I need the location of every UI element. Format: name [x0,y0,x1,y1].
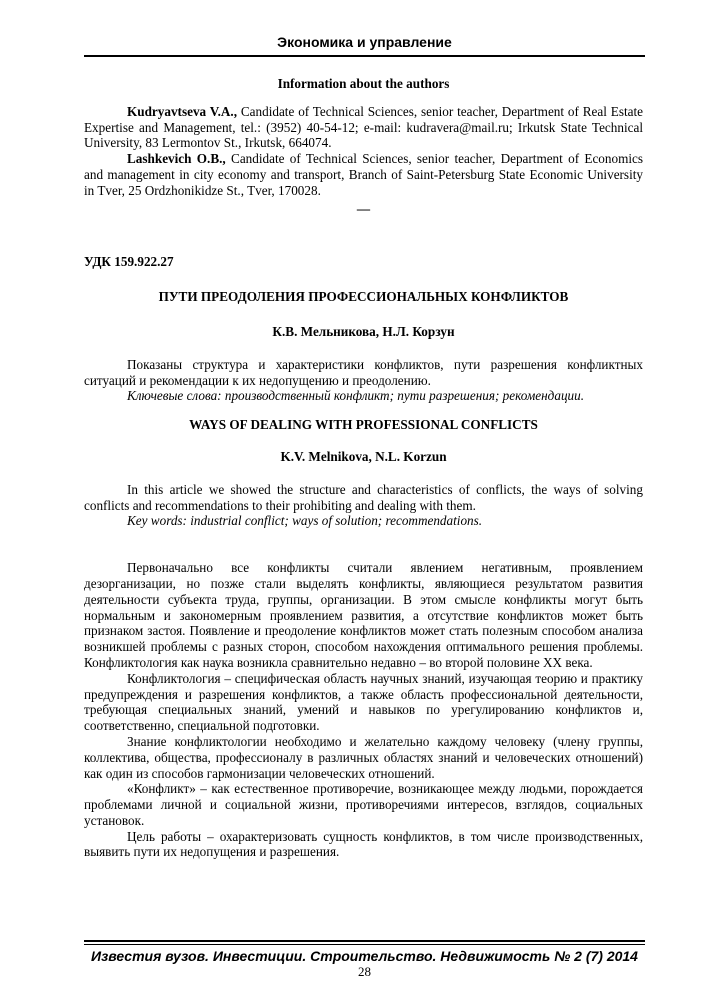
body-paragraph-5: Цель работы – охарактеризовать сущность конфликтов, в том числе производственных, выявить пути их недопущения и разрешения. [84,828,643,860]
article-authors-ru: К.В. Мельникова, Н.Л. Корзун [272,323,455,339]
separator-dash: — [356,200,371,216]
article-authors-en: K.V. Melnikova, N.L. Korzun [280,448,447,464]
running-header: Экономика и управление [277,34,452,50]
footer-rule-thin [84,944,645,945]
page-body [84,76,643,860]
header-rule [84,55,645,57]
authors-info-heading: Information about the authors [277,76,450,91]
author-info-1 [84,104,643,151]
udc-code: УДК 159.922.27 [84,254,174,270]
body-paragraph-1: Первоначально все конфликты считали явлением негативным, проявлением дезорганизации, но позже стали выделять конфликты, являющиеся результатом развития деятельности субъекта труда, группы, организации. В этом смысле конфликты могут быть нормальным и закономерным проявлением развития, а отсутствие конфликтов может быть признаком застоя. Появление и преодоление конфликтов может стать полезным способом анализа возникшей проблемы с разных сторон, способом нахождения оптимального решения проблемы. Конфликтология как наука возникла сравнительно недавно – во второй половине XX века. [84,560,643,670]
footer-rule-thick [84,940,645,942]
author-details-1: Candidate of Technical Sciences, senior teacher, Department of Real Estate Expertise and Management, tel.: (3952) 40-54-12; e-mail: kudravera@mail.ru; Irkutsk State Technical University, 83 Lermontov St., Irkutsk, 664074. [84,103,644,151]
body-paragraph-3: Знание конфликтологии необходимо и желательно каждому человеку (члену группы, коллектива, общества, профессионалу в различных областях знаний и человеческих отношений) как один из способов гармонизации человеческих отношений. [84,733,643,781]
body-paragraph-4: «Конфликт» – как естественное противоречие, возникающее между людьми, порождается проблемами личной и социальной жизни, противоречиями интересов, взглядов, социальных установок. [84,781,643,828]
article-title-en: WAYS OF DEALING WITH PROFESSIONAL CONFLICTS [189,417,538,433]
keywords-en: Key words: industrial conflict; ways of solution; recommendations. [127,513,483,529]
author-name-2: Lashkevich O.B., [127,151,226,167]
author-name-1: Kudryavtseva V.A., [127,103,237,119]
page-number: 28 [358,964,371,979]
author-details-2: Candidate of Technical Sciences, senior teacher, Department of Economics and management in city economy and transport, Branch of Saint-Petersburg State Economic University in Tver, 25 Ordzhonikidze St., Tver, 170028. [84,151,643,198]
abstract-ru: Показаны структура и характеристики конфликтов, пути разрешения конфликтных ситуаций и рекомендации к их недопущению и преодолению. [84,356,643,388]
body-paragraph-2: Конфликтология – специфическая область научных знаний, изучающая теорию и практику предупреждения и разрешения конфликтов, а также область профессиональной деятельности, требующая специальных знаний, умений и навыков по урегулированию конфликтов и, соответственно, специальной подготовки. [84,670,643,734]
abstract-en: In this article we showed the structure and characteristics of conflicts, the ways of solving conflicts and recommendations to their prohibiting and dealing with them. [84,481,643,513]
author-info-2 [84,151,643,198]
running-footer: Известия вузов. Инвестиции. Строительство. Недвижимость № 2 (7) 2014 [91,948,638,964]
article-title-ru: ПУТИ ПРЕОДОЛЕНИЯ ПРОФЕССИОНАЛЬНЫХ КОНФЛИКТОВ [158,289,569,305]
keywords-ru: Ключевые слова: производственный конфликт; пути разрешения; рекомендации. [127,388,585,404]
